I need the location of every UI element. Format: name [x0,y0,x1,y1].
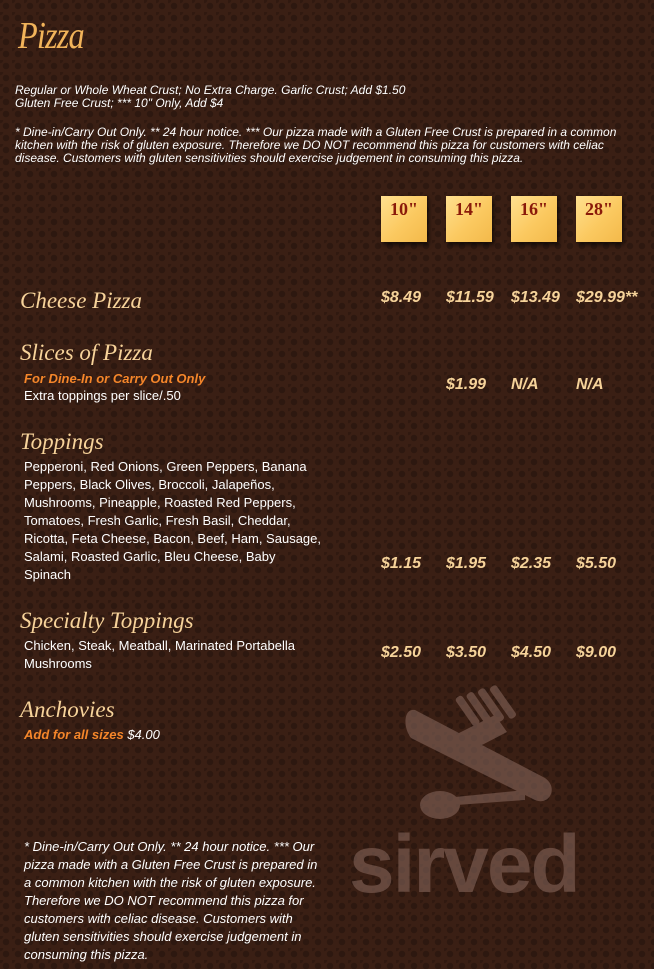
toppings-line: Salami, Roasted Garlic, Bleu Cheese, Baby [24,549,276,564]
slices-price-14: $1.99 [446,376,487,393]
specialty-price-14: $3.50 [446,644,487,661]
specialty-toppings-title: Specialty Toppings [20,608,194,633]
toppings-price-28: $5.50 [576,555,617,572]
toppings-price-16: $2.35 [511,555,552,572]
slices-title: Slices of Pizza [20,340,153,365]
toppings-desc [24,458,321,584]
specialty-price-28: $9.00 [576,644,617,661]
footer-line: a common kitchen with the risk of gluten exposure. [24,875,316,890]
sirved-logo [345,680,615,910]
page-title: Pizza [18,15,84,57]
watermark-text: sirved [349,819,579,910]
size-note-10: 10" [381,196,427,242]
specialty-desc [24,637,295,673]
specialty-price-16: $4.50 [511,644,552,661]
anchovies-line [24,727,160,742]
footer-notice [24,838,334,964]
toppings-price-14: $1.95 [446,555,487,572]
toppings-line: Spinach [24,567,71,582]
slices-subtitle: For Dine-In or Carry Out Only [24,371,206,386]
footer-line: customers with celiac disease. Customers with [24,911,293,926]
toppings-line: Peppers, Black Olives, Broccoli, Jalapeños, [24,477,275,492]
crust-line: Regular or Whole Wheat Crust; No Extra Charge. Garlic Crust; Add $1.50 [15,83,406,97]
specialty-line: Chicken, Steak, Meatball, Marinated Portabella [24,638,295,653]
specialty-line: Mushrooms [24,656,92,671]
cheese-price-16: $13.49 [511,289,560,306]
size-note-14: 14" [446,196,492,242]
footer-line: gluten sensitivities should exercise judgement in [24,929,302,944]
toppings-line: Mushrooms, Pineapple, Roasted Red Peppers, [24,495,296,510]
toppings-title: Toppings [20,429,104,454]
toppings-line: Pepperoni, Red Onions, Green Peppers, Banana [24,459,307,474]
crust-line: Gluten Free Crust; *** 10" Only, Add $4 [15,96,224,110]
footer-line: * Dine-in/Carry Out Only. ** 24 hour notice. *** Our [24,839,315,854]
toppings-line: Ricotta, Feta Cheese, Bacon, Beef, Ham, Sausage, [24,531,321,546]
size-note-16: 16" [511,196,557,242]
crust-options [15,84,640,110]
cheese-price-28: $29.99** [576,289,638,306]
cheese-price-10: $8.49 [381,289,422,306]
anchovies-price: $4.00 [127,727,160,742]
footer-line: Therefore we DO NOT recommend this pizza for [24,893,304,908]
slices-desc: Extra toppings per slice/.50 [24,388,181,403]
notice-text [15,126,640,165]
slices-price-28: N/A [576,376,604,393]
footer-line: consuming this pizza. [24,947,149,962]
toppings-price-10: $1.15 [381,555,422,572]
cheese-pizza-title: Cheese Pizza [20,288,143,313]
slices-price-16: N/A [511,376,539,393]
footer-line: pizza made with a Gluten Free Crust is prepared in [24,857,318,872]
notice-line: * Dine-in/Carry Out Only. ** 24 hour notice. *** Our pizza made with a Gluten Free Crust is prepared in a common [15,125,617,139]
cheese-price-14: $11.59 [446,289,494,306]
anchovies-title: Anchovies [20,697,115,722]
size-note-28: 28" [576,196,622,242]
specialty-price-10: $2.50 [381,644,422,661]
notice-line: disease. Customers with gluten sensitivities should exercise judgement in consuming this pizza. [15,151,524,165]
anchovies-label: Add for all sizes [24,727,124,742]
notice-line: kitchen with the risk of gluten exposure. Therefore we DO NOT recommend this pizza for customers with celiac [15,138,604,152]
toppings-line: Tomatoes, Fresh Garlic, Fresh Basil, Cheddar, [24,513,291,528]
